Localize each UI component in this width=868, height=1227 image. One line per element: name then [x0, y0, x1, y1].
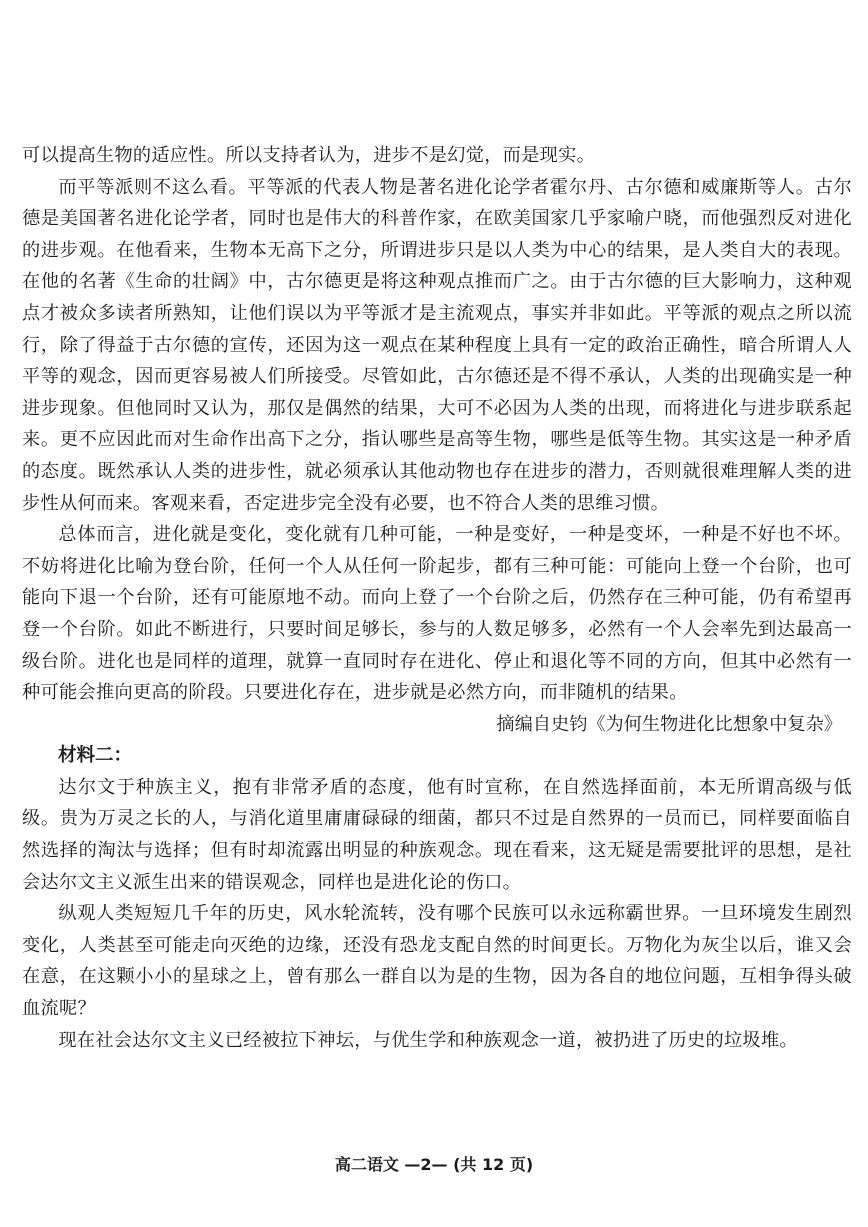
document-body [22, 140, 852, 1056]
page-footer: 高二语文 —2— (共 12 页) [334, 1155, 534, 1174]
paragraph-5: 现在社会达尔文主义已经被拉下神坛，与优生学和种族观念一道，被扔进了历史的垃圾堆。 [58, 1029, 798, 1051]
paragraph-3: 达尔文于种族主义，抱有非常矛盾的态度，他有时宣称，在自然选择面前，本无所谓高级与低级。贵为万灵之长的人，与消化道里庸庸碌碌的细菌，都只不过是自然界的一员而已，同样要面临自然选择的淘汰与选择；但有时却流露出明显的种族观念。现在看来，这无疑是需要批评的思想，是社会达尔文主义派生出来的错误观念，同样也是进化论的伤口。 [22, 776, 852, 893]
paragraph-0: 可以提高生物的适应性。所以支持者认为，进步不是幻觉，而是现实。 [22, 145, 596, 166]
paragraph-4: 纵观人类短短几千年的历史，风水轮流转，没有哪个民族可以永远称霸世界。一旦环境发生剧烈变化，人类甚至可能走向灭绝的边缘，还没有恐龙支配自然的时间更长。万物化为灰尘以后，谁又会在意，在这颗小小的星球之上，曾有那么一群自以为是的生物，因为各自的地位问题，互相争得头破血流呢？ [22, 903, 852, 1020]
source-citation: 摘编自史钧《为何生物进化比想象中复杂》 [496, 713, 842, 735]
paragraph-1: 而平等派则不这么看。平等派的代表人物是著名进化论学者霍尔丹、古尔德和威廉斯等人。古尔德是美国著名进化论学者，同时也是伟大的科普作家，在欧美国家几乎家喻户晓，而他强烈反对进化的进步观。在他看来，生物本无高下之分，所谓进步只是以人类为中心的结果，是人类自大的表现。在他的名著《生命的壮阔》中，古尔德更是将这种观点推而广之。由于古尔德的巨大影响力，这种观点才被众多读者所熟知，让他们误以为平等派才是主流观点，事实并非如此。平等派的观点之所以流行，除了得益于古尔德的宣传，还因为这一观点在某种程度上具有一定的政治正确性，暗合所谓人人平等的观念，因而更容易被人们所接受。尽管如此，古尔德还是不得不承认，人类的出现确实是一种进步现象。但他同时又认为，那仅是偶然的结果，大可不必因为人类的出现，而将进化与进步联系起来。更不应因此而对生命作出高下之分，指认哪些是高等生物，哪些是低等生物。其实这是一种矛盾的态度。既然承认人类的进步性，就必须承认其他动物也存在进步的潜力，否则就很难理解人类的进步性从何而来。客观来看，否定进步完全没有必要，也不符合人类的思维习惯。 [22, 176, 852, 514]
paragraph-2: 总体而言，进化就是变化，变化就有几种可能，一种是变好，一种是变坏，一种是不好也不坏。不妨将进化比喻为登台阶，任何一个人从任何一阶起步，都有三种可能：可能向上登一个台阶，也可能向下退一个台阶，还有可能原地不动。而向上登了一个台阶之后，仍然存在三种可能，仍有希望再登一个台阶。如此不断进行，只要时间足够长，参与的人数足够多，必然有一个人会率先到达最高一级台阶。进化也是同样的道理，就算一直同时存在进化、停止和退化等不同的方向，但其中必然有一种可能会推向更高的阶段。只要进化存在，进步就是必然方向，而非随机的结果。 [22, 524, 852, 704]
section-heading-material-two: 材料二： [58, 745, 133, 767]
